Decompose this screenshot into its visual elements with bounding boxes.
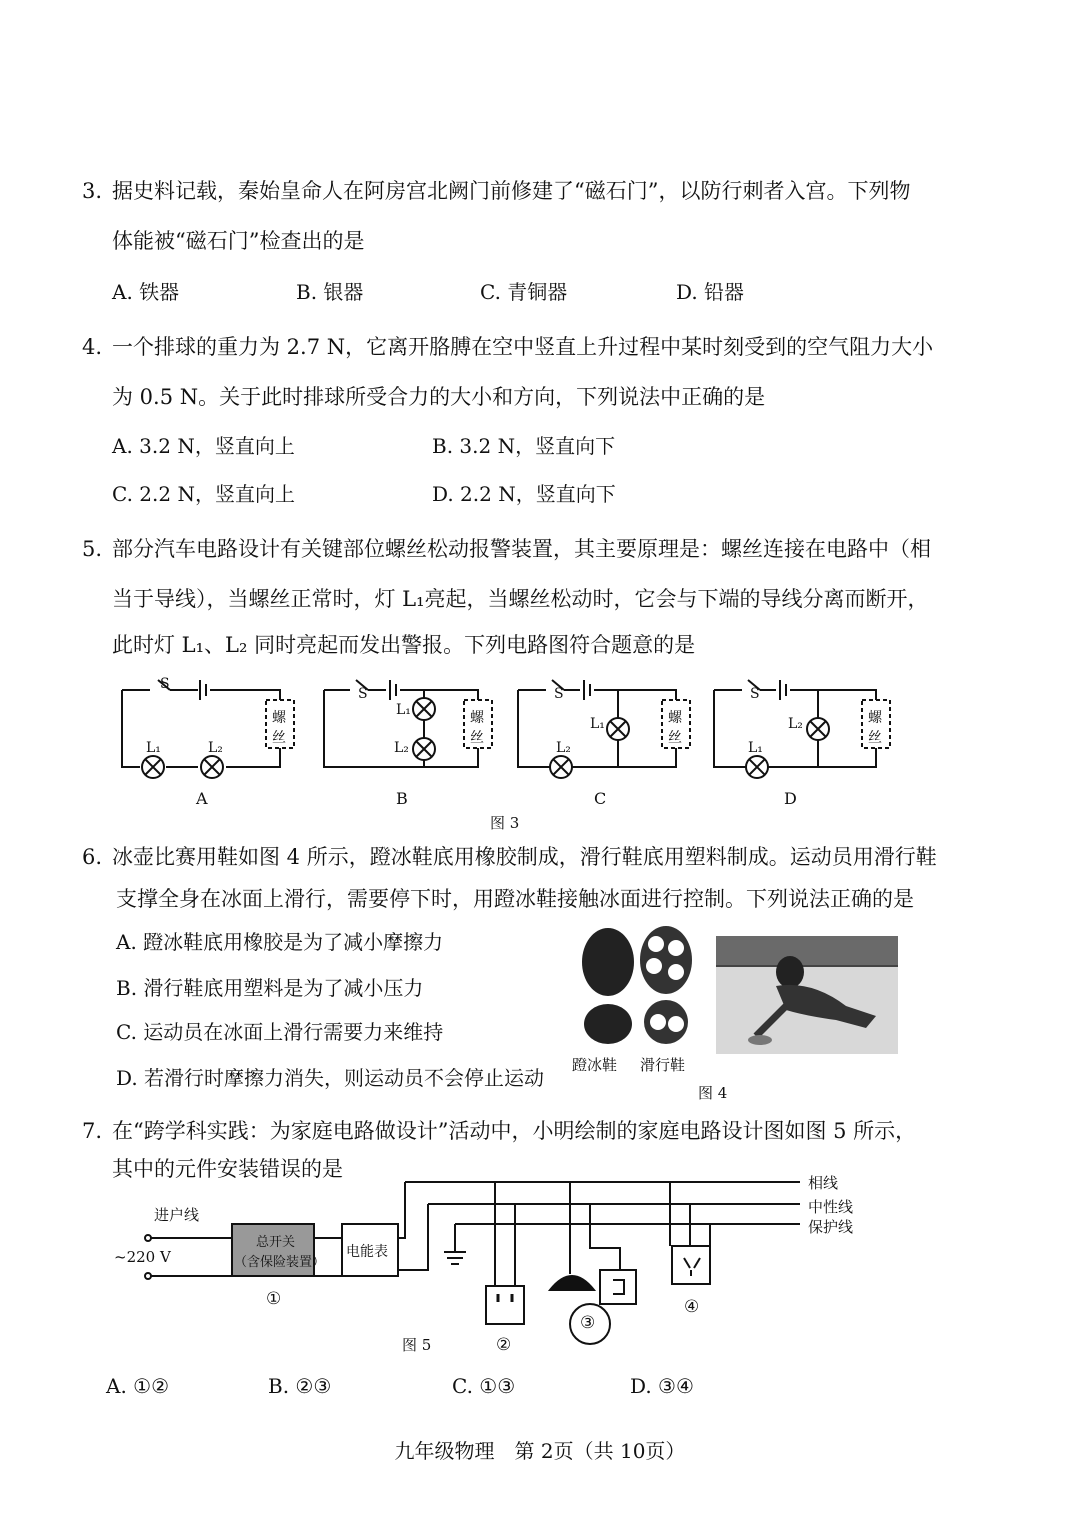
wire-label-live: 相线 bbox=[808, 1174, 839, 1192]
circuit-a-label: A bbox=[196, 789, 208, 808]
inlet-label: 进户线 bbox=[154, 1206, 200, 1224]
wire-label-ground: 保护线 bbox=[808, 1218, 854, 1236]
circuit-a bbox=[122, 680, 294, 778]
q4-text-line2: 为 0.5 N。关于此时排球所受合力的大小和方向，下列说法中正确的是 bbox=[112, 385, 766, 409]
q6-text-line2: 支撑全身在冰面上滑行，需要停下时，用蹬冰鞋接触冰面进行控制。下列说法正确的是 bbox=[116, 887, 914, 911]
circuit-b-l2-label: L₂ bbox=[394, 740, 409, 756]
q5-text-line1: 部分汽车电路设计有关键部位螺丝松动报警装置，其主要原理是：螺丝连接在电路中（相 bbox=[112, 537, 931, 561]
q6-number: 6. bbox=[82, 845, 103, 869]
q7-option-c[interactable]: C. ①③ bbox=[452, 1374, 516, 1398]
circuit-c-l1-label: L₁ bbox=[590, 716, 605, 732]
circuit-c-screw-top: 螺 bbox=[668, 710, 682, 726]
q5-number: 5. bbox=[82, 537, 103, 561]
q3-text-line1: 据史料记载，秦始皇命人在阿房宫北阙门前修建了“磁石门”，以防行刺者入宫。下列物 bbox=[112, 179, 911, 203]
circuit-b-l1-label: L₁ bbox=[396, 702, 411, 718]
figure-3-caption: 图 3 bbox=[490, 814, 520, 832]
voltage-label: ~220 V bbox=[114, 1248, 171, 1266]
circuit-c-switch-label: S bbox=[554, 686, 564, 702]
page-footer: 九年级物理 第 2页（共 10页） bbox=[394, 1439, 686, 1463]
main-switch-label-2: （含保险装置） bbox=[234, 1255, 326, 1270]
q7-text-line2: 其中的元件安装错误的是 bbox=[112, 1157, 343, 1181]
circuit-a-screw-bottom: 丝 bbox=[272, 730, 286, 746]
q7-option-b[interactable]: B. ②③ bbox=[268, 1374, 332, 1398]
q4-option-c[interactable]: C. 2.2 N，竖直向上 bbox=[112, 482, 295, 506]
circuit-a-l2-label: L₂ bbox=[208, 740, 223, 756]
circuit-a-l1-label: L₁ bbox=[146, 740, 161, 756]
circuit-b-switch-label: S bbox=[358, 686, 368, 702]
figure-5-household-circuit bbox=[110, 1170, 880, 1370]
circuit-d-l1-label: L₁ bbox=[748, 740, 763, 756]
marker-4: ④ bbox=[684, 1297, 700, 1317]
q3-option-b[interactable]: B. 银器 bbox=[296, 280, 364, 304]
q4-option-d[interactable]: D. 2.2 N，竖直向下 bbox=[432, 482, 616, 506]
circuit-b-label: B bbox=[396, 789, 408, 808]
q3-text-line2: 体能被“磁石门”检查出的是 bbox=[112, 229, 365, 253]
q4-text-line1: 一个排球的重力为 2.7 N，它离开胳膊在空中竖直上升过程中某时刻受到的空气阻力大小 bbox=[112, 335, 934, 359]
circuit-d-screw-bottom: 丝 bbox=[868, 730, 882, 746]
main-switch-label-1: 总开关 bbox=[256, 1235, 296, 1250]
q6-option-d[interactable]: D. 若滑行时摩擦力消失，则运动员不会停止运动 bbox=[116, 1066, 545, 1090]
figure-3-circuits bbox=[110, 672, 900, 842]
q3-number: 3. bbox=[82, 179, 103, 203]
circuit-b-screw-bottom: 丝 bbox=[470, 730, 484, 746]
q7-text-line1: 在“跨学科实践：为家庭电路做设计”活动中，小明绘制的家庭电路设计图如图 5 所示， bbox=[112, 1119, 917, 1143]
marker-2: ② bbox=[496, 1335, 512, 1355]
curling-shoes-image bbox=[578, 924, 700, 1050]
marker-3: ③ bbox=[580, 1313, 596, 1333]
figure-5-caption: 图 5 bbox=[402, 1336, 432, 1354]
q5-text-line2: 当于导线），当螺丝正常时，灯 L₁亮起，当螺丝松动时，它会与下端的导线分离而断开， bbox=[112, 587, 929, 611]
circuit-b-screw-top: 螺 bbox=[470, 710, 484, 726]
wire-label-neutral: 中性线 bbox=[808, 1198, 854, 1216]
q4-number: 4. bbox=[82, 335, 103, 359]
shoe-label-push: 蹬冰鞋 bbox=[572, 1056, 618, 1074]
curling-athlete-photo bbox=[716, 936, 898, 1054]
q3-option-a[interactable]: A. 铁器 bbox=[112, 280, 180, 304]
q6-text-line1: 冰壶比赛用鞋如图 4 所示，蹬冰鞋底用橡胶制成，滑行鞋底用塑料制成。运动员用滑行鞋 bbox=[112, 845, 937, 869]
shoe-label-slide: 滑行鞋 bbox=[640, 1056, 686, 1074]
meter-label: 电能表 bbox=[346, 1244, 388, 1260]
q7-option-a[interactable]: A. ①② bbox=[106, 1374, 170, 1398]
q4-option-b[interactable]: B. 3.2 N，竖直向下 bbox=[432, 434, 616, 458]
q6-option-b[interactable]: B. 滑行鞋底用塑料是为了减小压力 bbox=[116, 976, 424, 1000]
circuit-a-screw-top: 螺 bbox=[272, 710, 286, 726]
q7-option-d[interactable]: D. ③④ bbox=[630, 1374, 694, 1398]
circuit-c-screw-bottom: 丝 bbox=[668, 730, 682, 746]
q6-option-c[interactable]: C. 运动员在冰面上滑行需要力来维持 bbox=[116, 1020, 444, 1044]
q3-option-c[interactable]: C. 青铜器 bbox=[480, 280, 568, 304]
marker-1: ① bbox=[266, 1289, 282, 1309]
circuit-a-switch-label: S bbox=[160, 676, 170, 692]
circuit-d-switch-label: S bbox=[750, 686, 760, 702]
circuit-d-l2-label: L₂ bbox=[788, 716, 803, 732]
q7-number: 7. bbox=[82, 1119, 103, 1143]
q3-option-d[interactable]: D. 铅器 bbox=[676, 280, 745, 304]
circuit-d-screw-top: 螺 bbox=[868, 710, 882, 726]
circuit-d-label: D bbox=[784, 789, 797, 808]
circuit-c-l2-label: L₂ bbox=[556, 740, 571, 756]
circuit-c-label: C bbox=[594, 789, 607, 808]
q4-option-a[interactable]: A. 3.2 N，竖直向上 bbox=[112, 434, 295, 458]
figure-4-caption: 图 4 bbox=[698, 1084, 728, 1102]
q6-option-a[interactable]: A. 蹬冰鞋底用橡胶是为了减小摩擦力 bbox=[116, 930, 444, 954]
q5-text-line3: 此时灯 L₁、L₂ 同时亮起而发出警报。下列电路图符合题意的是 bbox=[112, 633, 696, 657]
